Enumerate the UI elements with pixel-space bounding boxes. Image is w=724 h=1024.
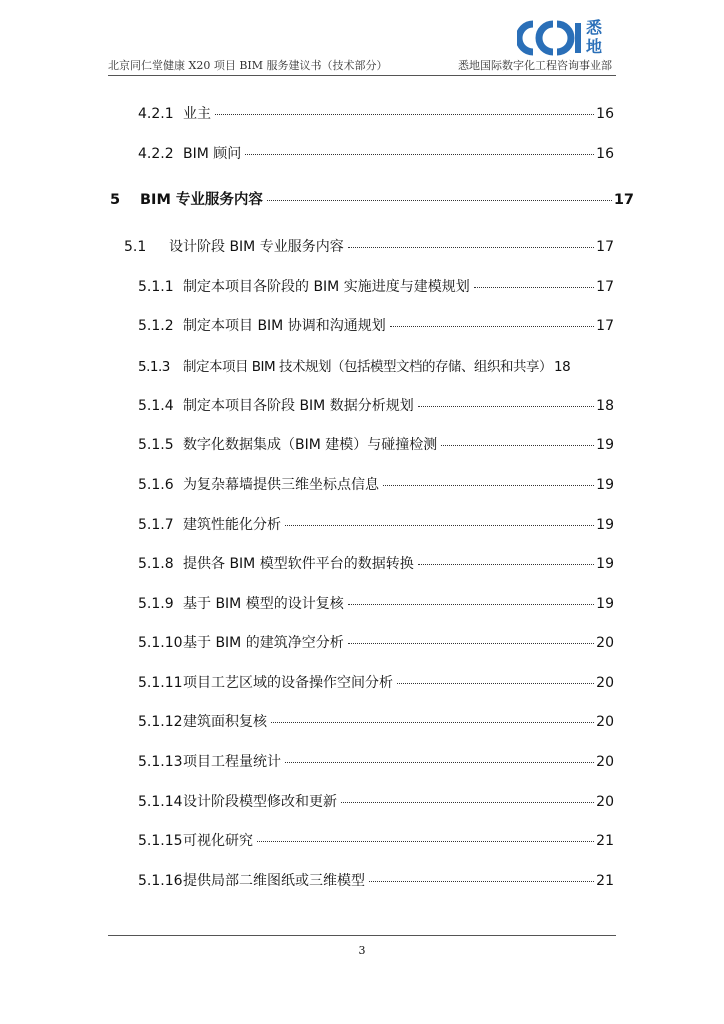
toc-entry-title: 基于 BIM 的建筑净空分析 <box>183 635 344 651</box>
toc-entry-title: 项目工艺区域的设备操作空间分析 <box>183 675 393 691</box>
toc-leader <box>369 881 594 882</box>
toc-entry[interactable] <box>138 474 614 494</box>
toc-leader <box>418 564 594 565</box>
toc-entry-title: BIM 专业服务内容 <box>140 192 263 208</box>
toc-entry-title: 业主 <box>183 106 211 122</box>
toc-entry-number: 5.1.13 <box>138 754 183 770</box>
toc-entry-page: 19 <box>596 517 614 533</box>
toc-entry[interactable] <box>138 751 614 771</box>
toc-entry[interactable] <box>138 830 614 850</box>
header-company-name: 悉地国际数字化工程咨询事业部 <box>458 59 612 72</box>
toc-entry-number: 5.1.14 <box>138 794 183 810</box>
toc-entry-number: 5.1.7 <box>138 517 174 533</box>
header-document-title: 北京同仁堂健康 X20 项目 BIM 服务建议书（技术部分） <box>108 59 388 72</box>
toc-entry-number: 5.1.9 <box>138 596 174 612</box>
toc-entry-title: 提供各 BIM 模型软件平台的数据转换 <box>183 556 414 572</box>
toc-entry-page: 18 <box>553 359 571 375</box>
toc-entry-number: 5.1.4 <box>138 398 174 414</box>
toc-entry[interactable] <box>138 395 614 415</box>
toc-entry-number: 5.1.11 <box>138 675 183 691</box>
toc-entry-page: 17 <box>596 318 614 334</box>
toc-entry-page: 16 <box>596 146 614 162</box>
toc-entry-page: 16 <box>596 106 614 122</box>
toc-leader <box>383 485 594 486</box>
toc-leader <box>271 722 594 723</box>
toc-entry-number: 5.1.5 <box>138 437 174 453</box>
header-divider <box>108 75 616 76</box>
toc-entry-page: 20 <box>596 794 614 810</box>
toc-entry-number: 5.1.8 <box>138 556 174 572</box>
toc-leader <box>285 762 594 763</box>
toc-entry[interactable] <box>138 143 614 163</box>
toc-leader <box>341 802 594 803</box>
toc-leader <box>285 525 594 526</box>
toc-entry-page: 19 <box>596 556 614 572</box>
toc-entry-title: 建筑性能化分析 <box>183 517 281 533</box>
toc-leader <box>348 643 594 644</box>
toc-entry[interactable] <box>138 355 614 375</box>
toc-entry-title: 制定本项目 BIM 技术规划（包括模型文档的存储、组织和共享） <box>183 359 552 375</box>
toc-entry-title: 数字化数据集成（BIM 建模）与碰撞检测 <box>183 437 438 453</box>
toc-leader <box>441 445 594 446</box>
toc-entry-page: 20 <box>596 754 614 770</box>
toc-entry-page: 17 <box>613 192 634 208</box>
toc-entry-number: 5.1.3 <box>138 359 170 375</box>
toc-entry-number: 4.2.2 <box>138 146 174 162</box>
toc-entry-title: 基于 BIM 模型的设计复核 <box>183 596 344 612</box>
toc-entry[interactable] <box>138 315 614 335</box>
toc-entry-title: 制定本项目各阶段的 BIM 实施进度与建模规划 <box>183 279 470 295</box>
toc-entry[interactable] <box>138 632 614 652</box>
toc-entry[interactable] <box>110 188 634 209</box>
toc-leader <box>474 287 594 288</box>
page-number: 3 <box>358 944 366 957</box>
toc-leader <box>257 841 594 842</box>
toc-entry-number: 5.1.6 <box>138 477 174 493</box>
toc-entry-title: 制定本项目各阶段 BIM 数据分析规划 <box>183 398 414 414</box>
toc-entry-page: 19 <box>596 437 614 453</box>
toc-entry-number: 4.2.1 <box>138 106 174 122</box>
toc-entry-number: 5.1.15 <box>138 833 183 849</box>
toc-entry-page: 20 <box>596 714 614 730</box>
toc-entry[interactable] <box>138 103 614 123</box>
toc-entry-number: 5.1.16 <box>138 873 183 889</box>
toc-leader <box>348 247 594 248</box>
toc-entry[interactable] <box>138 276 614 296</box>
toc-entry-number: 5.1.12 <box>138 714 183 730</box>
toc-entry-page: 21 <box>596 873 614 889</box>
toc-entry-number: 5.1.1 <box>138 279 174 295</box>
toc-entry-page: 21 <box>596 833 614 849</box>
toc-entry-title: 设计阶段模型修改和更新 <box>183 794 337 810</box>
toc-leader <box>397 683 594 684</box>
toc-entry-title: 建筑面积复核 <box>183 714 267 730</box>
toc-leader <box>267 200 612 201</box>
toc-entry[interactable] <box>138 672 614 692</box>
footer-divider <box>108 935 616 936</box>
toc-entry[interactable] <box>124 236 614 256</box>
toc-entry[interactable] <box>138 791 614 811</box>
toc-entry[interactable] <box>138 553 614 573</box>
toc-entry-number: 5.1 <box>124 239 147 255</box>
toc-entry-title: 设计阶段 BIM 专业服务内容 <box>169 239 344 255</box>
toc-entry[interactable] <box>138 870 614 890</box>
toc-entry-page: 17 <box>596 279 614 295</box>
toc-leader <box>245 154 594 155</box>
toc-entry[interactable] <box>138 434 614 454</box>
logo-text: 悉地 <box>585 18 602 56</box>
toc-entry[interactable] <box>138 514 614 534</box>
toc-entry-page: 17 <box>596 239 614 255</box>
toc-entry-title: BIM 顾问 <box>183 146 242 162</box>
toc-entry-page: 20 <box>596 635 614 651</box>
toc-leader <box>390 326 594 327</box>
toc-entry-title: 项目工程量统计 <box>183 754 281 770</box>
toc-entry-page: 20 <box>596 675 614 691</box>
toc-entry[interactable] <box>138 711 614 731</box>
toc-entry-number: 5.1.10 <box>138 635 183 651</box>
toc-entry-title: 制定本项目 BIM 协调和沟通规划 <box>183 318 386 334</box>
toc-entry-page: 18 <box>596 398 614 414</box>
toc-entry-title: 为复杂幕墙提供三维坐标点信息 <box>183 477 379 493</box>
toc-entry[interactable] <box>138 593 614 613</box>
toc-entry-title: 可视化研究 <box>183 833 253 849</box>
toc-leader <box>348 604 594 605</box>
toc-entry-title: 提供局部二维图纸或三维模型 <box>183 873 365 889</box>
toc-leader <box>215 114 594 115</box>
toc-leader <box>418 406 594 407</box>
toc-entry-page: 19 <box>596 477 614 493</box>
toc-entry-number: 5.1.2 <box>138 318 174 334</box>
toc-entry-number: 5 <box>110 192 121 208</box>
toc-entry-page: 19 <box>596 596 614 612</box>
